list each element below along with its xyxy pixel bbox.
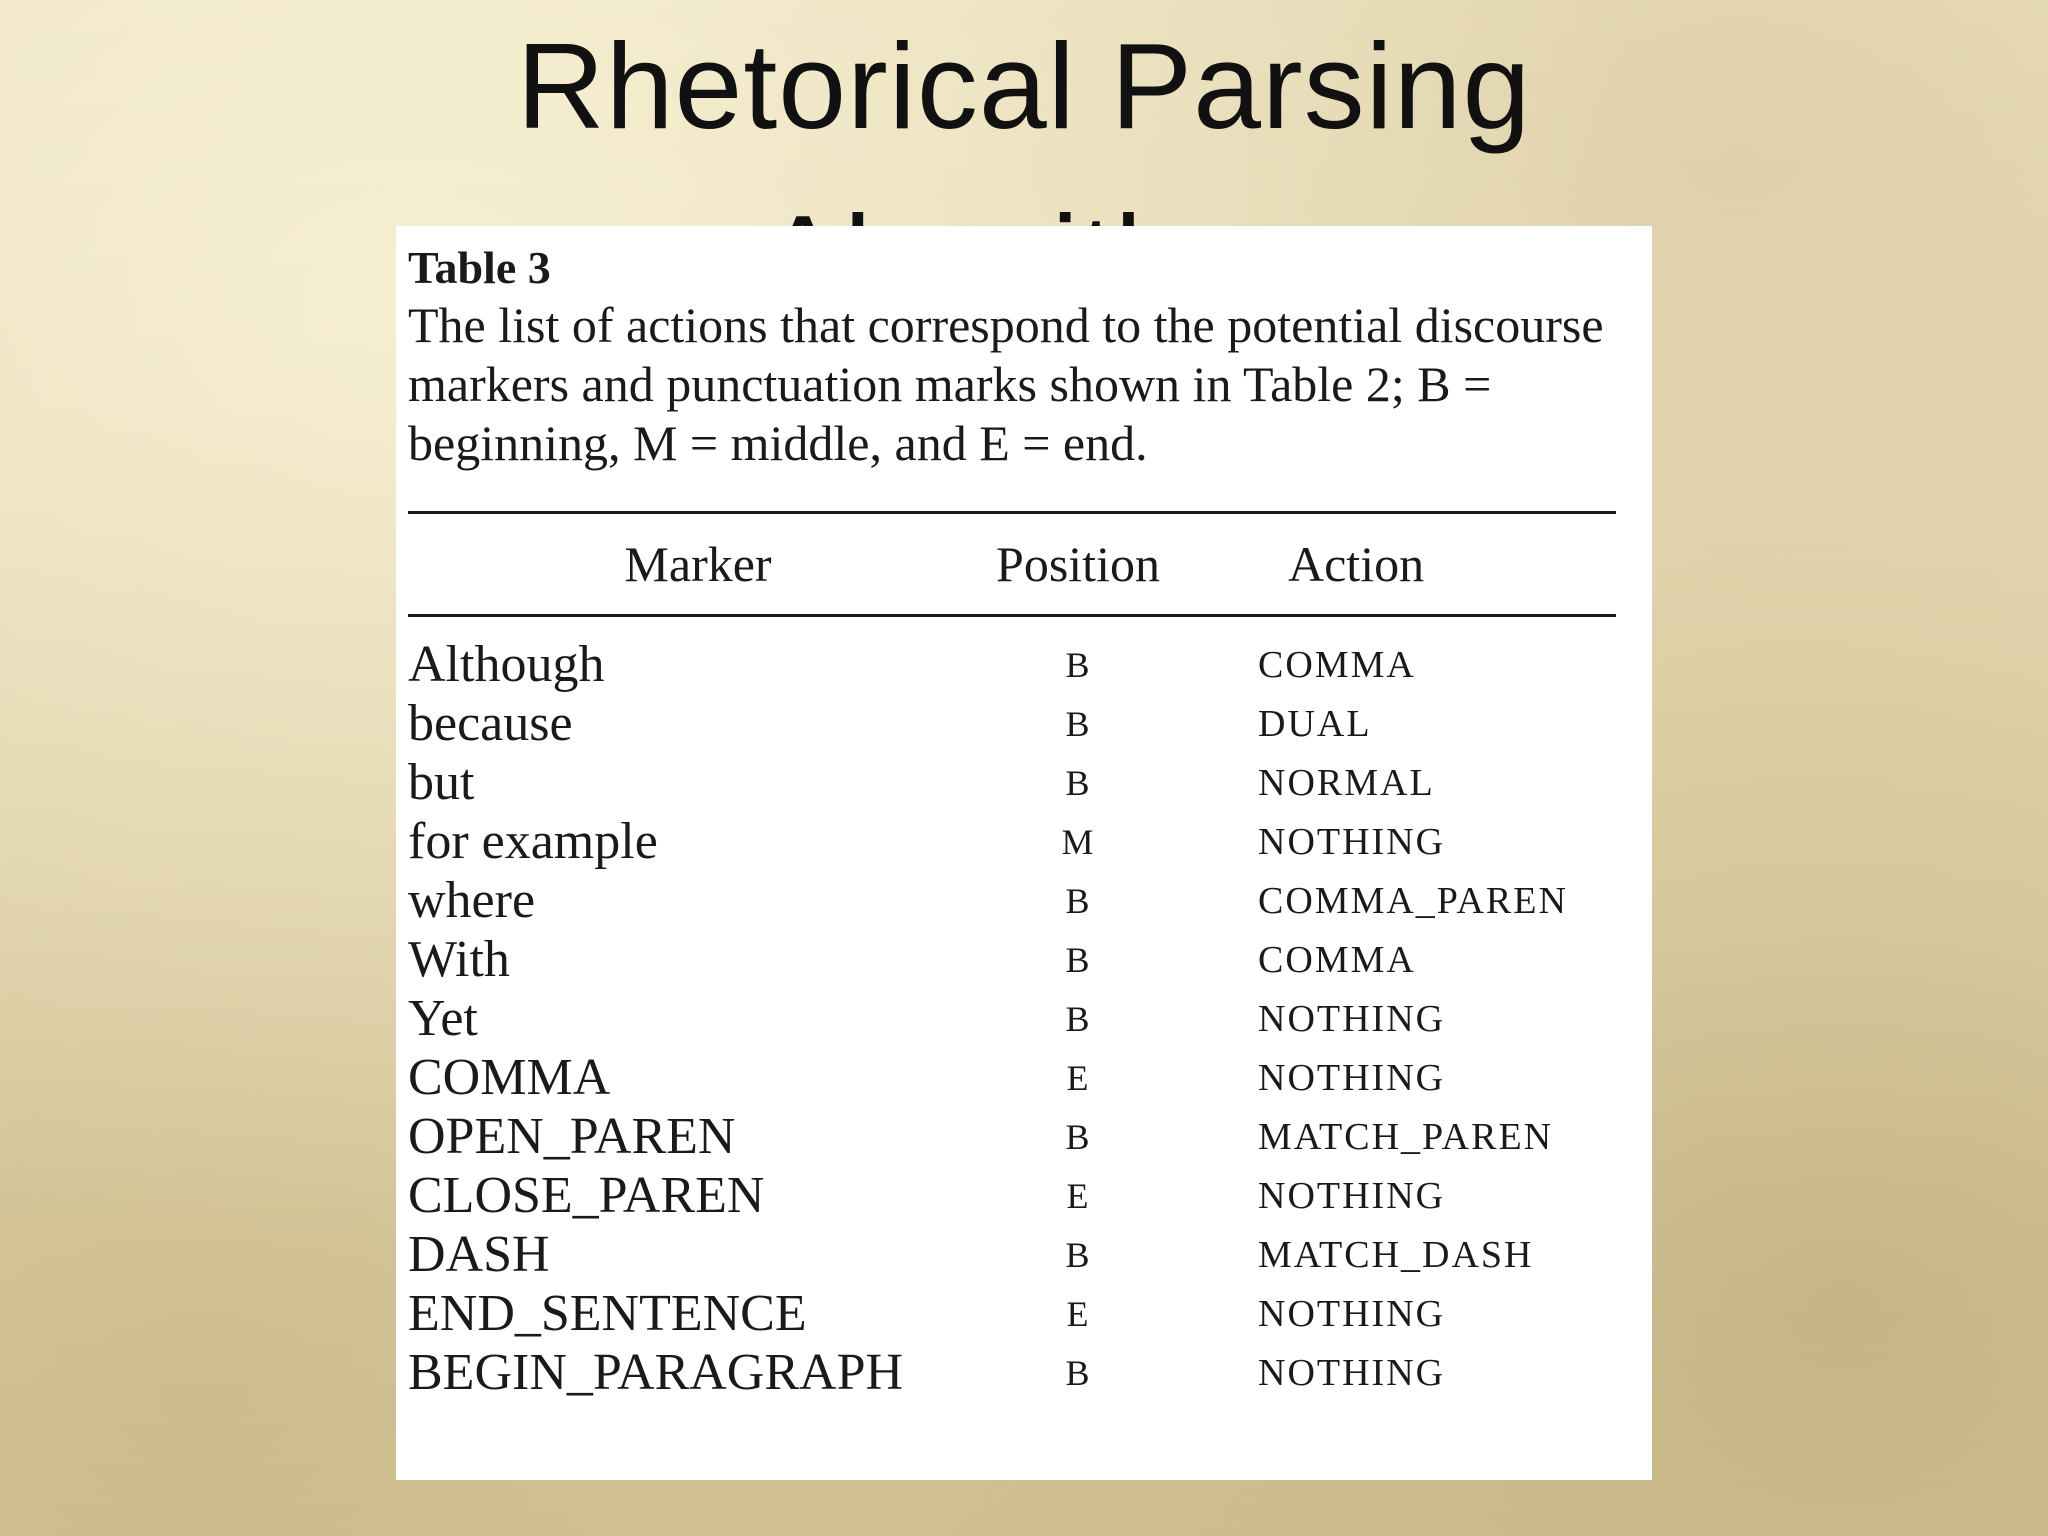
action-cell: MATCH_PAREN — [1258, 1115, 1554, 1158]
position-cell: B — [1065, 1352, 1091, 1393]
table-image — [396, 226, 1652, 1480]
position-cell: E — [1066, 1293, 1090, 1334]
header-marker: Marker — [624, 536, 772, 592]
position-cell: B — [1065, 939, 1091, 980]
position-cell: B — [1065, 1234, 1091, 1275]
marker-cell: BEGIN_PARAGRAPH — [408, 1344, 904, 1401]
table-caption: The list of actions that correspond to the potential discourse markers and punctuation marks shown in Table 2; B = beginning, M = middle, and E = end. — [408, 297, 1604, 471]
action-cell: NOTHING — [1258, 997, 1446, 1040]
action-cell: DUAL — [1258, 702, 1372, 745]
marker-cell: CLOSE_PAREN — [408, 1167, 765, 1224]
marker-cell: but — [408, 754, 475, 811]
position-cell: B — [1065, 880, 1091, 921]
position-cell: B — [1065, 644, 1091, 685]
table-body — [408, 617, 1616, 1402]
table-header-row — [408, 514, 1616, 614]
table-row — [408, 1048, 1616, 1107]
table-row — [408, 812, 1616, 871]
marker-cell: DASH — [408, 1226, 550, 1283]
marker-cell: With — [408, 931, 510, 988]
table-label: Table 3 — [408, 242, 551, 293]
action-cell: NOTHING — [1258, 1351, 1446, 1394]
table-row — [408, 930, 1616, 989]
action-cell: NOTHING — [1258, 1292, 1446, 1335]
marker-cell: because — [408, 695, 573, 752]
action-cell: COMMA — [1258, 643, 1416, 686]
marker-cell: OPEN_PAREN — [408, 1108, 736, 1165]
action-cell: COMMA — [1258, 938, 1416, 981]
marker-cell: COMMA — [408, 1049, 611, 1106]
marker-cell: Although — [408, 636, 605, 693]
table-row — [408, 1225, 1616, 1284]
table-row — [408, 635, 1616, 694]
table-row — [408, 989, 1616, 1048]
position-cell: B — [1065, 998, 1091, 1039]
position-cell: E — [1066, 1175, 1090, 1216]
marker-cell: Yet — [408, 990, 478, 1047]
table-row — [408, 753, 1616, 812]
header-action: Action — [1288, 536, 1425, 592]
slide-title-line-1: Rhetorical Parsing — [516, 18, 1532, 154]
position-cell: M — [1061, 821, 1095, 862]
action-cell: NOTHING — [1258, 1174, 1446, 1217]
action-cell: NOTHING — [1258, 1056, 1446, 1099]
marker-cell: for example — [408, 813, 658, 870]
marker-cell: where — [408, 872, 536, 929]
table-row — [408, 1343, 1616, 1402]
action-cell: NORMAL — [1258, 761, 1435, 804]
table-row — [408, 1284, 1616, 1343]
table-row — [408, 1107, 1616, 1166]
table-row — [408, 1166, 1616, 1225]
position-cell: B — [1065, 762, 1091, 803]
action-cell: NOTHING — [1258, 820, 1446, 863]
position-cell: E — [1066, 1057, 1090, 1098]
position-cell: B — [1065, 703, 1091, 744]
marker-cell: END_SENTENCE — [408, 1285, 807, 1342]
action-cell: COMMA_PAREN — [1258, 879, 1568, 922]
position-cell: B — [1065, 1116, 1091, 1157]
header-position: Position — [996, 536, 1160, 592]
table-row — [408, 694, 1616, 753]
action-cell: MATCH_DASH — [1258, 1233, 1534, 1276]
table-row — [408, 871, 1616, 930]
